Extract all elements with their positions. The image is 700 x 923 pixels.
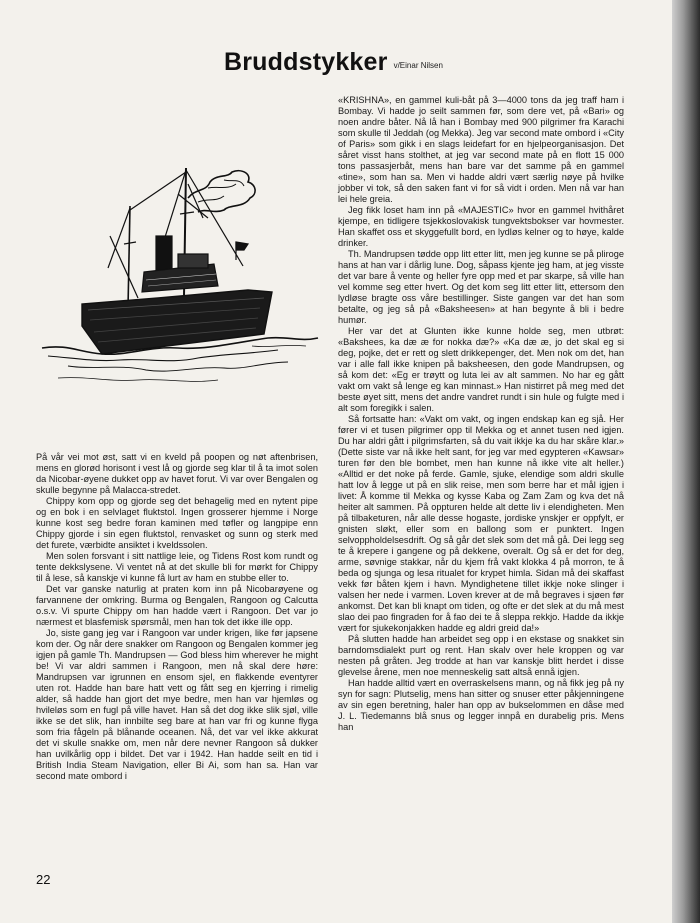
paragraph: Jo, siste gang jeg var i Rangoon var under krigen, like før japsene kom der. Og når dere snakker om Rangoon og Bengalen kommer jeg igjen på gamle Th. Mandrupsen — God bless him wherever he might be! Vi var aldri sammen i Rangoon, men nå skal dere høre: Mandrupsen var igrunnen en ensom sjel, en flakkende eventyrer uten rot. Hadde han bare hatt vett og fått seg en kjerring i rimelig alder, så hadde han gjort det mye bedre, men han var hjemløs og hvileløs som en fugl på ville havet. Han så det dog ikke slik sjøl, ville ikke se det slik, han innbilte seg bare at han var fri og kunne flyga som fria fågeln på blånande oceanen. Nå, det var vel ikke akkurat det vi skulle snakke om, men når dere nevner Rangoon så dukker han uvilkårlig opp i bildet. Det var i 1942. Han hadde seilt en tid i British India Steam Navigation, eller Bi Ai, som han sa. Han var second mate ombord i bbox=[36, 628, 318, 781]
right-column bbox=[338, 95, 624, 733]
paragraph: På slutten hadde han arbeidet seg opp i en ekstase og snakket sin barndomsdialekt purt og rent. Han skalv over hele kroppen og var nesten på gråten. Jeg trodde at han var kanskje blitt herdet i disse glevelse årene, men noe menneskelig satt altså ennå igjen. bbox=[338, 634, 624, 677]
paragraph: Th. Mandrupsen tødde opp litt etter litt, men jeg kunne se på pliroge hans at han var i dårlig lune. Dog, såpass kjente jeg ham, at jeg visste det var bare å vente og heller fyre opp med et par skarpe, så ville han vel komme seg etter hvert. Og det kom seg litt etter litt, ettersom den lydløse bragte oss våre bestillinger. Siste gangen var det han som betalte, og jeg så på «Baksheesen» at han begynte å bli i bedre humør. bbox=[338, 249, 624, 325]
paragraph: Han hadde alltid vært en overraskelsens mann, og nå fikk jeg på ny syn for sagn: Plutselig, mens han sitter og snuser etter påkjenningene av sin egen beretning, haler han opp av bukselommen en dåse med J. L. Tiedemanns blå snus og legger innpå en durabelig pris. Mens han bbox=[338, 678, 624, 732]
page-edge-shadow bbox=[672, 0, 700, 923]
paragraph: Jeg fikk loset ham inn på «MAJESTIC» hvor en gammel hvithåret kjempe, en tidligere tsjekkoslovakisk tungvektsbokser var hovmester. Han skaffet oss et skyggefullt bord, en lydløs kelner og to høye, kalde drinker. bbox=[338, 205, 624, 248]
paragraph: «KRISHNA», en gammel kuli-båt på 3—4000 tons da jeg traff ham i Bombay. Vi hadde jo seilt sammen før, som dere vet, på «Bari» og noen andre båter. Nå lå han i Bombay med 900 pilgrimer fra Karachi som skulle til Jeddah (og Mekka). Jeg var second mate ombord i «City of Paris» som gikk i en slags leidefart for en hjelpeorganisasjon. Det såret visst hans stolthet, at jeg var second mate på en flott 15 000 tons passasjerbåt, mens han bare var det samme på en gammel «tine», som han sa. Men vi hadde aldri vært særlig nøye på hvilke jobber vi tok, så den saken fant vi for så vidt i orden. Men nå var han lei hele greia. bbox=[338, 95, 624, 204]
left-column bbox=[36, 452, 318, 782]
article-header bbox=[224, 48, 443, 77]
page-number: 22 bbox=[36, 872, 51, 887]
paragraph: Men solen forsvant i sitt nattlige leie, og Tidens Rost kom rundt og tente dekkslysene. Vi ventet nå at det skulle bli for mørkt for Chippy til å lese, så kanskje vi kunne få lurt av ham en stubbe eller to. bbox=[36, 551, 318, 583]
paragraph: Chippy kom opp og gjorde seg det behagelig med en nytent pipe og en bok i en selvlaget fluktstol. Ingen grosserer hjemme i Norge kunne kost seg bedre foran kaminen med tøfler og langpipe enn Chippy gjorde i sin egen fluktstol, renvasket og sunn og sterk med det furete, værbidte ansiktet i kveldssolen. bbox=[36, 496, 318, 550]
paragraph: Så fortsatte han: «Vakt om vakt, og ingen endskap kan eg sjå. Her fører vi et tusen pilgrimer opp til Mekka og et annet tusen ned igjen. Du har aldri gått i pilgrimsfarten, så du vait ikkje ka du har skåre klar.» (Dette siste var nå ikke helt sant, for jeg var med egypteren «Kawsar» turen før den ble bombet, men han kunne nå ikke vite alt heller.) «Alltid er det noke på ferde. Gamle, sjuke, elendige som aldri skulle hatt lov å legge ut på en slik reise, men som berre har et mål igjen i livet: Å komme til Mekka og kysse Kaba og Zam Zam og kva det nå heiter alt sammen. På oppturen helde alt dette liv i elendigheten. Men på tilbaketuren, når alle desse hogaste, jordiske ynskjer er oppfylt, er gnisten sløkt, eller som en ballong som er punktert. Ingen selvoppholdelsesdrift. Og så går det slek som det må gå. Dei legg seg te å krepere i gangene og på dekkene, overalt. Og så er det for deg, arme, søvnige stakkar, når du kjem frå vakt klokka 4 på morron, te å beda og sjunga og lesa ritualet for krypet himla. Sidan må dei skaffast vekk før båten kjem i havn. Myndighetene tillet ikkje noke slinger i valsen her nede i varmen. Loven krever at de må begraves i sjøen før ankomst. Det kan bli knapt om tiden, og ofte er det slek at du må mest slao dei pao fingraden for å fao dei te å sleppa rekkjo. Hadde da ikkje vært for sjukekonjakken hadde eg aldri greid da!» bbox=[338, 414, 624, 633]
paragraph: Det var ganske naturlig at praten kom inn på Nicobarøyene og farvannene der omkring. Burma og Bengalen, Rangoon og Calcutta o.s.v. Vi spurte Chippy om han hadde vært i Rangoon. Det var jo nærmest et blasfemisk spørsmål, men han tok det ikke ille opp. bbox=[36, 584, 318, 627]
article-title: Bruddstykker bbox=[224, 48, 388, 76]
steamship-illustration bbox=[38, 158, 320, 390]
paragraph: På vår vei mot øst, satt vi en kveld på poopen og nøt aftenbrisen, mens en glorød horisont i vest lå og gjorde seg klar til å ta imot solen da Nicobar-øyene dukket opp av havet forut. Vi var over Bengalen og skulle begynne på Malacca-stredet. bbox=[36, 452, 318, 495]
paragraph: Her var det at Glunten ikke kunne holde seg, men utbrøt: «Bakshees, ka dæ æ for nokka dæ?» «Ka dæ æ, jo det skal eg si deg, pojke, det er rett og slett drikkepenger, det. Men nok om det, han var i alle fall ikke knipen på baksheesen, den gode Mandrupsen, og så kom det: «Eg er trøytt og luta lei av alt sammen. No har eg gått vakt om vakt så lenge eg kan minnast.» Han nistirret på meg med det beste øyet sitt, mens det andre vandret rundt i sin hule og fulgte med i alt som foregikk i salen. bbox=[338, 326, 624, 413]
article-byline: v/Einar Nilsen bbox=[393, 61, 443, 70]
